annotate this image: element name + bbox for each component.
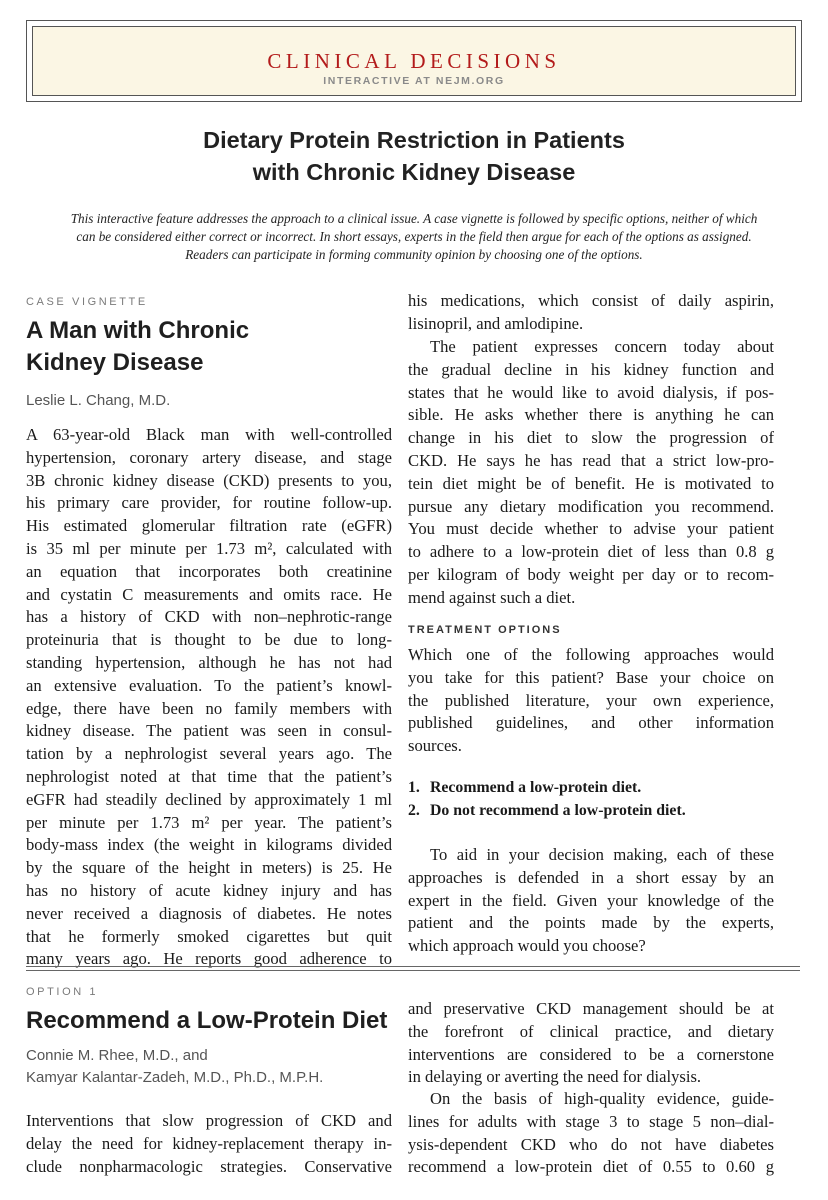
text-line: CKD. He says he has read that a strict low-pro- [408,450,774,470]
option-1-heading [26,1005,387,1037]
text-line: per minute per 1.73 m² per year. The patient’s [26,812,392,832]
treatment-option-2[interactable] [408,800,686,823]
text-line: never received a diagnosis of diabetes. He notes [26,903,392,923]
intro-line: Readers can participate in forming community opinion by choosing one of the options. [185,247,643,262]
banner-title: CLINICAL DECISIONS [267,49,561,73]
text-line: You must decide whether to advise your patient [408,519,774,539]
heading-line: Kidney Disease [26,349,204,376]
text-line: expert in the field. Given your knowledge of the [408,890,774,910]
intro-line: can be considered either correct or incorrect. In short essays, experts in the field then argue for each of the options as assigned. [76,229,752,244]
banner-subtitle[interactable]: INTERACTIVE AT NEJM.ORG [323,75,505,87]
text-line: sible. He asks whether there is anything he can [408,405,774,425]
vignette-paragraph-continued [408,290,774,336]
section-banner-inner [32,26,796,96]
text-line: many years ago. He reports good adherence to [26,949,392,969]
text-line: that he formerly smoked cigarettes but quit [26,926,392,946]
text-line: patient and the points made by the experts, [408,913,774,933]
text-line: per kilogram of body weight per day or to recom- [408,564,774,584]
text-line: sources. [408,736,462,756]
vignette-author [26,390,170,412]
case-vignette-heading [26,315,249,379]
vignette-paragraph-1 [26,424,392,971]
intro-line: This interactive feature addresses the approach to a clinical issue. A case vignette is followed by specific options, neither of which [70,211,758,226]
text-line: is 35 ml per minute per 1.73 m², calculated with [26,538,392,558]
text-line: lines for adults with stage 3 to stage 5 non–dial- [408,1111,774,1131]
text-line: body-mass index (the weight in kilograms divided [26,835,392,855]
option-1-label: OPTION 1 [26,986,99,998]
author-line: Connie M. Rhee, M.D., and [26,1047,208,1064]
text-line: published guidelines, and other information [408,713,774,733]
section-divider [26,966,800,967]
section-banner [26,20,802,102]
text-line: states that he would like to avoid dialysis, if pos- [408,382,774,402]
option-1-authors [26,1045,323,1089]
option-number: 2. [408,801,420,819]
text-line: lisinopril, and amlodipine. [408,313,584,333]
section-divider [26,970,800,971]
text-line: the published literature, your own experience, [408,690,774,710]
vignette-paragraph-2 [408,336,774,610]
text-line: interventions are considered to be a cornerstone [408,1044,774,1064]
text-line: His estimated glomerular filtration rate (eGFR) [26,516,392,536]
treatment-options-label: TREATMENT OPTIONS [408,624,562,636]
text-line: by the square of the height in meters) is 25. He [26,858,392,878]
text-line: Which one of the following approaches would [408,645,774,664]
article-title-line: Dietary Protein Restriction in Patients [203,127,625,153]
text-line: in delaying or averting the need for dialysis. [408,1067,702,1087]
text-line: to adhere to a low-protein diet of less than 0.8 g [408,542,774,562]
text-line: you take for this patient? Base your choice on [408,667,774,687]
text-line: delay the need for kidney-replacement therapy in- [26,1133,392,1153]
text-line: an equation that incorporates both creatinine [26,561,392,581]
treatment-closing [408,844,774,958]
text-line: and cystatin C measurements and omits race. He [26,584,392,604]
text-line: tation by a nephrologist several years ago. The [26,744,392,764]
text-line: standing hypertension, although he has not had [26,652,392,672]
text-line: Interventions that slow progression of CKD and [26,1111,392,1130]
article-title-line: with Chronic Kidney Disease [252,159,576,185]
text-line: the forefront of clinical practice, and dietary [408,1021,774,1041]
text-line: nephrologist noted at that time that the patient’s [26,766,392,786]
text-line: hypertension, coronary artery disease, and stage [26,447,392,467]
option-1-paragraph-1 [26,1110,392,1178]
text-line: approaches is defended in a short essay by an [408,867,774,887]
treatment-option-1[interactable] [408,777,686,800]
text-line: has no history of acute kidney injury and has [26,880,392,900]
option-text: Recommend a low-protein diet. [430,779,642,796]
treatment-option-list [408,777,686,823]
option-1-paragraph-continued [408,998,774,1089]
treatment-intro [408,644,774,758]
text-line: kidney disease. The patient was seen in consul- [26,721,392,741]
article-intro [30,210,798,264]
text-line: and preservative CKD management should be at [408,999,774,1018]
text-line: 3B chronic kidney disease (CKD) presents to you, [26,470,392,490]
option-1-paragraph-2 [408,1088,774,1179]
case-vignette-label: CASE VIGNETTE [26,296,148,308]
text-line: his primary care provider, for routine follow-up. [26,493,392,513]
text-line: clude nonpharmacologic strategies. Conservative [26,1156,392,1176]
text-line: recommend a low-protein diet of 0.55 to 0.60 g [408,1157,774,1177]
article-title [60,124,768,188]
author-line: Kamyar Kalantar-Zadeh, M.D., Ph.D., M.P.H. [26,1069,324,1086]
text-line: The patient expresses concern today about [430,337,774,356]
text-line: an extensive evaluation. To the patient’s knowl- [26,675,392,695]
text-line: his medications, which consist of daily aspirin, [408,291,774,310]
text-line: the gradual decline in his kidney function and [408,359,774,379]
text-line: To aid in your decision making, each of these [430,845,774,864]
text-line: eGFR had steadily declined by approximately 1 ml [26,789,392,809]
text-line: pursue any dietary modification you recommend. [408,496,774,516]
author-line: Leslie L. Chang, M.D. [26,392,171,409]
text-line: ysis-dependent CKD who do not have diabetes [408,1134,774,1154]
text-line: edge, there have been no family members with [26,698,392,718]
text-line: proteinuria that is thought to be due to long- [26,630,392,650]
text-line: A 63-year-old Black man with well-controlled [26,425,392,444]
text-line: change in his diet to slow the progression of [408,428,774,448]
option-text: Do not recommend a low-protein diet. [430,801,686,819]
option-number: 1. [408,779,420,796]
text-line: tein diet might be of benefit. He is motivated to [408,473,774,493]
text-line: mend against such a diet. [408,587,576,607]
text-line: On the basis of high-quality evidence, guide- [430,1089,774,1108]
heading-line: A Man with Chronic [26,317,250,344]
text-line: has a history of CKD with non–nephrotic-range [26,607,392,627]
text-line: which approach would you choose? [408,936,646,956]
heading-line: Recommend a Low-Protein Diet [26,1007,388,1034]
